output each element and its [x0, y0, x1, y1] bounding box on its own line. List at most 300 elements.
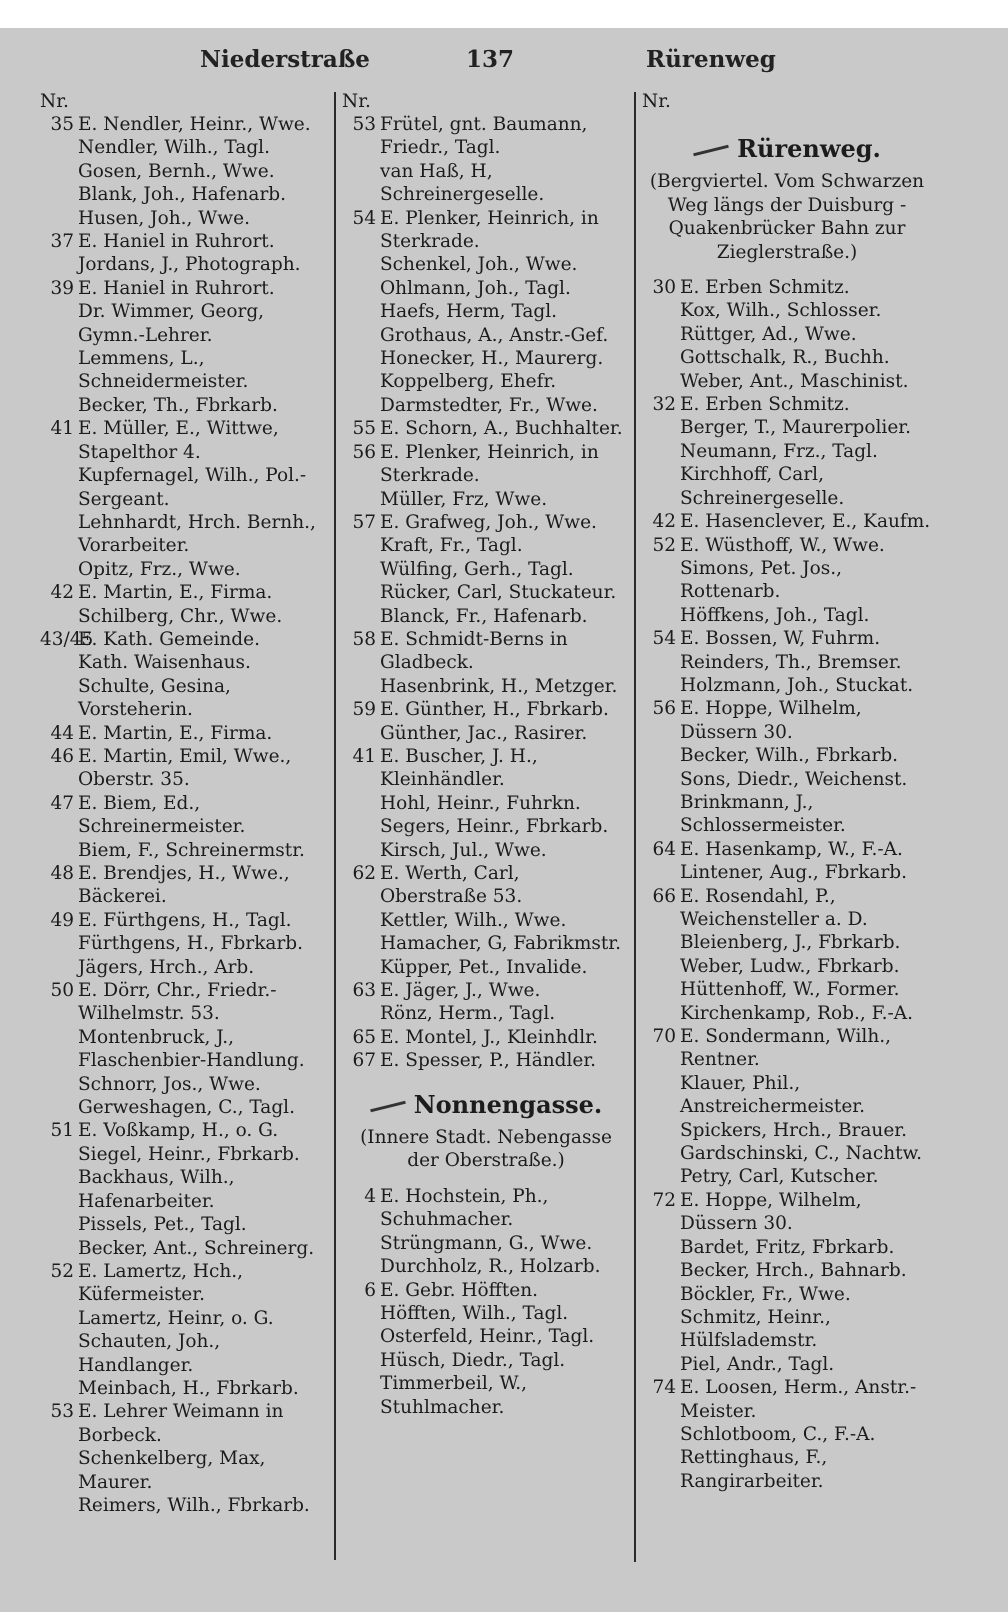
entry-text: Petry, Carl, Kutscher.	[680, 1166, 879, 1188]
entry-text: E. Spesser, P., Händler.	[380, 1050, 597, 1072]
directory-entry	[40, 1143, 326, 1166]
house-number: 32	[652, 394, 676, 416]
house-number: 72	[652, 1189, 676, 1211]
entry-text: E. Hasenclever, E., Kaufm.	[680, 511, 931, 533]
directory-entry	[40, 1307, 326, 1330]
directory-entry	[342, 534, 630, 557]
directory-entry	[40, 1447, 326, 1494]
entry-text: Lintener, Aug., Fbrkarb.	[680, 862, 908, 884]
directory-entry	[642, 838, 932, 861]
directory-entry	[342, 160, 630, 207]
directory-entry	[642, 744, 932, 767]
entry-text: Gottschalk, R., Buchh.	[680, 347, 890, 369]
directory-entry	[342, 815, 630, 838]
entry-text: Sons, Diedr., Weichenst.	[680, 768, 908, 790]
entry-text: E. Müller, E., Wittwe, Stapelthor 4.	[78, 418, 279, 463]
directory-entry	[40, 1166, 326, 1213]
entry-text: E. Haniel in Ruhrort.	[78, 277, 275, 299]
directory-entry	[342, 1279, 630, 1302]
entry-text: E. Hoppe, Wilhelm, Düssern 30.	[680, 698, 862, 743]
entry-text: Haefs, Herm, Tagl.	[380, 301, 558, 323]
entry-text: E. Montel, J., Kleinhdlr.	[380, 1026, 598, 1048]
entry-text: Höffkens, Joh., Tagl.	[680, 604, 870, 626]
entry-text: Wülfing, Gerh., Tagl.	[380, 558, 574, 580]
entry-text: Biem, F., Schreinermstr.	[78, 839, 305, 861]
entry-text: E. Sondermann, Wilh., Rentner.	[680, 1026, 891, 1071]
entry-text: Jägers, Hrch., Arb.	[78, 956, 255, 978]
entry-text: Segers, Heinr., Fbrkarb.	[380, 816, 609, 838]
directory-entry	[342, 581, 630, 604]
entry-text: Timmerbeil, W., Stuhlmacher.	[380, 1373, 528, 1418]
directory-entry	[40, 347, 326, 394]
directory-entry	[342, 722, 630, 745]
entry-text: E. Buscher, J. H., Kleinhändler.	[380, 745, 538, 791]
entry-text: van Haß, H, Schreinergeselle.	[380, 160, 545, 206]
directory-entry	[642, 557, 932, 604]
entry-text: Kath. Waisenhaus.	[78, 652, 251, 674]
entry-text: Hüsch, Diedr., Tagl.	[380, 1349, 566, 1371]
entry-text: E. Grafweg, Joh., Wwe.	[380, 511, 597, 533]
directory-entry	[40, 1377, 326, 1400]
entry-text: Meinbach, H., Fbrkarb.	[78, 1377, 299, 1399]
directory-entry	[40, 1026, 326, 1073]
house-number: 63	[352, 980, 376, 1002]
directory-entry	[40, 183, 326, 206]
directory-entry	[342, 932, 630, 955]
directory-entry	[40, 792, 326, 839]
house-number: 42	[652, 511, 676, 533]
entry-text: Fürthgens, H., Fbrkarb.	[78, 933, 304, 955]
directory-entry	[40, 979, 326, 1026]
directory-entry	[642, 1446, 932, 1493]
directory-page	[0, 28, 1008, 1612]
house-number: 56	[652, 698, 676, 720]
column-divider	[334, 92, 336, 1560]
entry-text: E. Nendler, Heinr., Wwe.	[78, 114, 311, 135]
entry-text: Müller, Frz, Wwe.	[380, 488, 548, 510]
directory-entry	[342, 370, 630, 393]
directory-entry	[342, 253, 630, 276]
directory-entry	[642, 978, 932, 1001]
entry-text: Becker, Hrch., Bahnarb.	[680, 1260, 907, 1282]
directory-entry	[642, 1306, 932, 1353]
directory-entry	[342, 324, 630, 347]
directory-entry	[40, 839, 326, 862]
directory-entry	[40, 300, 326, 347]
directory-entry	[642, 534, 932, 557]
entry-text: Ohlmann, Joh., Tagl.	[380, 277, 571, 299]
directory-entry	[342, 347, 630, 370]
directory-entry	[642, 651, 932, 674]
house-number: 53	[352, 114, 376, 135]
entry-text: Montenbruck, J., Flaschenbier-Handlung.	[78, 1026, 305, 1072]
nr-label: Nr.	[40, 91, 69, 112]
entry-text: Rönz, Herm., Tagl.	[380, 1003, 556, 1025]
directory-entry	[40, 511, 326, 558]
entry-text: E. Lamertz, Hch., Küfermeister.	[78, 1260, 244, 1306]
entry-text: Kettler, Wilh., Wwe.	[380, 909, 567, 931]
directory-entry	[40, 1073, 326, 1096]
directory-entry	[342, 300, 630, 323]
entry-text: Kox, Wilh., Schlosser.	[680, 300, 882, 322]
directory-entry	[40, 394, 326, 417]
directory-entry	[642, 604, 932, 627]
directory-entry	[342, 675, 630, 698]
house-number: 35	[50, 114, 74, 135]
street-description: (Bergviertel. Vom Schwarzen Weg längs der Duisburg - Quakenbrücker Bahn zur Zieglerstraße.)	[649, 171, 925, 263]
entry-text: Berger, T., Maurerpolier.	[680, 417, 911, 439]
house-number: 54	[352, 207, 376, 229]
directory-entry	[40, 605, 326, 628]
directory-entry	[642, 791, 932, 838]
page-header	[0, 46, 1008, 86]
directory-entry	[40, 113, 326, 136]
directory-entry	[642, 463, 932, 510]
entry-text: Hohl, Heinr., Fuhrkn.	[380, 792, 581, 814]
entry-text: E. Fürthgens, H., Tagl.	[78, 909, 292, 931]
directory-entry	[642, 393, 932, 416]
house-number: 4	[364, 1185, 376, 1207]
entry-text: Hüttenhoff, W., Former.	[680, 979, 900, 1001]
entry-list	[342, 1185, 630, 1419]
directory-entry	[40, 932, 326, 955]
directory-entry	[342, 113, 630, 160]
entry-text: Rettinghaus, F., Rangirarbeiter.	[680, 1447, 828, 1492]
directory-entry	[40, 1213, 326, 1236]
entry-text: Reinders, Th., Bremser.	[680, 651, 902, 673]
entry-text: Backhaus, Wilh., Hafenarbeiter.	[78, 1167, 235, 1212]
entry-text: E. Bossen, W, Fuhrm.	[680, 628, 881, 650]
page-number: 137	[466, 46, 515, 73]
directory-entry	[642, 861, 932, 884]
pen-mark	[370, 1100, 406, 1112]
entry-text: Lamertz, Heinr, o. G.	[78, 1307, 274, 1329]
house-number: 67	[352, 1050, 376, 1072]
entry-list	[642, 276, 932, 1493]
entry-text: E. Dörr, Chr., Friedr.-Wilhelmstr. 53.	[78, 980, 277, 1025]
directory-entry	[342, 1349, 630, 1372]
entry-text: Hasenbrink, H., Metzger.	[380, 675, 618, 697]
house-number: 74	[652, 1377, 676, 1399]
directory-entry	[40, 277, 326, 300]
directory-entry	[642, 1142, 932, 1165]
house-number: 59	[352, 699, 376, 721]
entry-text: Becker, Wilh., Fbrkarb.	[680, 745, 899, 767]
nr-label: Nr.	[342, 91, 371, 112]
house-number: 52	[652, 534, 676, 556]
house-number: 52	[50, 1260, 74, 1282]
entry-text: Gardschinski, C., Nachtw.	[680, 1143, 923, 1165]
directory-entry	[642, 1165, 932, 1188]
directory-entry	[40, 675, 326, 722]
entry-text: Holzmann, Joh., Stuckat.	[680, 674, 914, 696]
column-2	[342, 90, 630, 1419]
entry-text: Blanck, Fr., Hafenarb.	[380, 605, 588, 627]
directory-entry	[40, 1260, 326, 1307]
house-number: 47	[50, 792, 74, 814]
directory-entry	[342, 1325, 630, 1348]
directory-entry	[342, 745, 630, 792]
entry-text: E. Lehrer Weimann in Borbeck.	[78, 1401, 284, 1446]
entry-text: E. Biem, Ed., Schreinermeister.	[78, 792, 246, 838]
directory-entry	[642, 440, 932, 463]
directory-entry	[342, 1002, 630, 1025]
entry-text: Durchholz, R., Holzarb.	[380, 1256, 601, 1278]
directory-entry	[642, 1119, 932, 1142]
directory-entry	[40, 230, 326, 253]
directory-entry	[40, 1119, 326, 1142]
entry-text: Simons, Pet. Jos., Rottenarb.	[680, 557, 843, 603]
entry-text: Hamacher, G, Fabrikmstr.	[380, 933, 621, 955]
house-number: 39	[50, 277, 74, 299]
entry-text: Schulte, Gesina, Vorsteherin.	[78, 675, 231, 721]
directory-entry	[342, 511, 630, 534]
directory-entry	[40, 581, 326, 604]
directory-entry	[40, 1400, 326, 1447]
header-right-street: Rürenweg	[646, 46, 776, 73]
house-number: 62	[352, 863, 376, 884]
house-number: 48	[50, 863, 74, 884]
entry-text: E. Brendjes, H., Wwe., Bäckerei.	[78, 863, 290, 908]
entry-text: E. Erben Schmitz.	[680, 394, 850, 416]
entry-text: Kirsch, Jul., Wwe.	[380, 839, 547, 861]
entry-text: Grothaus, A., Anstr.-Gef.	[380, 324, 609, 346]
directory-entry	[342, 277, 630, 300]
entry-text: Weber, Ant., Maschinist.	[680, 370, 909, 392]
directory-entry	[342, 698, 630, 721]
entry-list	[342, 113, 630, 1073]
entry-text: Honecker, H., Maurerg.	[380, 348, 604, 370]
directory-entry	[40, 136, 326, 159]
entry-text: Günther, Jac., Rasirer.	[380, 722, 588, 744]
street-title: Rürenweg.	[737, 134, 881, 163]
directory-entry	[40, 253, 326, 276]
house-number: 44	[50, 722, 74, 744]
directory-entry	[342, 839, 630, 862]
directory-entry	[642, 1072, 932, 1119]
entry-text: E. Martin, E., Firma.	[78, 722, 273, 744]
directory-entry	[342, 394, 630, 417]
directory-entry	[642, 627, 932, 650]
house-number: 53	[50, 1401, 74, 1423]
entry-text: Kupfernagel, Wilh., Pol.-Sergeant.	[78, 465, 307, 510]
entry-text: E. Werth, Carl, Oberstraße 53.	[380, 863, 523, 908]
entry-text: Husen, Joh., Wwe.	[78, 207, 250, 229]
house-number: 70	[652, 1026, 676, 1048]
entry-text: Schlotboom, C., F.-A.	[680, 1423, 876, 1445]
entry-text: Becker, Th., Fbrkarb.	[78, 394, 278, 416]
directory-entry	[342, 956, 630, 979]
street-heading	[342, 1089, 630, 1119]
house-number: 57	[352, 511, 376, 533]
house-number: 41	[50, 418, 74, 440]
directory-entry	[40, 745, 326, 792]
entry-text: E. Wüsthoff, W., Wwe.	[680, 534, 885, 556]
directory-entry	[40, 909, 326, 932]
entry-text: Schilberg, Chr., Wwe.	[78, 605, 283, 627]
entry-text: Osterfeld, Heinr., Tagl.	[380, 1326, 595, 1348]
entry-text: Kirchhoff, Carl, Schreinergeselle.	[680, 464, 845, 509]
directory-entry	[342, 1026, 630, 1049]
entry-text: Weber, Ludw., Fbrkarb.	[680, 955, 900, 977]
entry-text: Klauer, Phil., Anstreichermeister.	[680, 1072, 865, 1118]
entry-text: Lemmens, L., Schneidermeister.	[78, 348, 249, 393]
house-number: 50	[50, 980, 74, 1002]
house-number: 43/45	[40, 628, 94, 650]
entry-text: E. Plenker, Heinrich, in Sterkrade.	[380, 441, 599, 487]
directory-entry	[40, 1494, 326, 1517]
entry-text: E. Schmidt-Berns in Gladbeck.	[380, 628, 568, 674]
directory-entry	[40, 558, 326, 581]
directory-entry	[642, 1025, 932, 1072]
directory-entry	[342, 1185, 630, 1232]
directory-entry	[40, 464, 326, 511]
directory-entry	[40, 651, 326, 674]
entry-text: E. Hoppe, Wilhelm, Düssern 30.	[680, 1189, 862, 1235]
directory-entry	[642, 1236, 932, 1259]
directory-entry	[342, 605, 630, 628]
directory-entry	[342, 558, 630, 581]
entry-text: E. Rosendahl, P., Weichensteller a. D.	[680, 885, 868, 930]
entry-text: Schenkel, Joh., Wwe.	[380, 254, 578, 276]
directory-entry	[342, 862, 630, 909]
entry-text: E. Gebr. Höfften.	[380, 1279, 538, 1301]
entry-text: E. Hasenkamp, W., F.-A.	[680, 838, 903, 860]
entry-text: Spickers, Hrch., Brauer.	[680, 1119, 907, 1141]
directory-entry	[642, 1259, 932, 1282]
entry-text: E. Haniel in Ruhrort.	[78, 231, 275, 253]
entry-text: Blank, Joh., Hafenarb.	[78, 184, 287, 206]
house-number: 55	[352, 418, 376, 440]
entry-text: E. Martin, Emil, Wwe., Oberstr. 35.	[78, 745, 292, 791]
directory-entry	[40, 160, 326, 183]
street-title: Nonnengasse.	[413, 1089, 603, 1119]
entry-list	[40, 113, 326, 1517]
entry-text: E. Hochstein, Ph., Schuhmacher.	[380, 1185, 549, 1231]
directory-entry	[642, 931, 932, 954]
directory-entry	[642, 1189, 932, 1236]
entry-text: Schmitz, Heinr., Hülfslademstr.	[680, 1306, 831, 1352]
directory-entry	[342, 792, 630, 815]
directory-entry	[342, 1372, 630, 1419]
entry-text: Opitz, Frz., Wwe.	[78, 558, 241, 580]
directory-entry	[642, 299, 932, 322]
directory-entry	[40, 1330, 326, 1377]
directory-entry	[342, 1255, 630, 1278]
directory-entry	[342, 628, 630, 675]
column-3	[642, 90, 932, 1493]
entry-text: E. Günther, H., Fbrkarb.	[380, 699, 609, 721]
street-heading	[642, 134, 932, 163]
house-number: 37	[50, 231, 74, 253]
entry-text: Koppelberg, Ehefr.	[380, 371, 557, 393]
directory-entry	[342, 1302, 630, 1325]
directory-entry	[642, 1353, 932, 1376]
house-number: 51	[50, 1120, 74, 1142]
house-number: 46	[50, 745, 74, 767]
nr-label: Nr.	[642, 91, 671, 112]
house-number: 41	[352, 745, 376, 767]
directory-entry	[642, 885, 932, 932]
entry-text: Rüttger, Ad., Wwe.	[680, 323, 857, 345]
entry-text: Pissels, Pet., Tagl.	[78, 1214, 247, 1236]
house-number: 42	[50, 582, 74, 604]
entry-text: E. Voßkamp, H., o. G.	[78, 1120, 279, 1142]
column-1	[40, 90, 326, 1517]
directory-entry	[642, 1423, 932, 1446]
entry-text: E. Martin, E., Firma.	[78, 582, 273, 604]
directory-entry	[342, 1232, 630, 1255]
entry-text: Bleienberg, J., Fbrkarb.	[680, 932, 901, 954]
entry-text: Becker, Ant., Schreinerg.	[78, 1237, 315, 1259]
entry-text: Brinkmann, J., Schlossermeister.	[680, 791, 846, 837]
house-number: 64	[652, 838, 676, 860]
pen-mark	[693, 145, 729, 157]
house-number: 65	[352, 1026, 376, 1048]
directory-entry	[642, 697, 932, 744]
directory-entry	[642, 276, 932, 299]
entry-text: Jordans, J., Photograph.	[78, 254, 301, 276]
entry-text: Siegel, Heinr., Fbrkarb.	[78, 1143, 300, 1165]
directory-entry	[342, 979, 630, 1002]
entry-text: Kraft, Fr., Tagl.	[380, 535, 523, 557]
entry-text: E. Jäger, J., Wwe.	[380, 980, 541, 1002]
directory-entry	[642, 416, 932, 439]
entry-text: Bardet, Fritz, Fbrkarb.	[680, 1236, 895, 1258]
entry-text: Darmstedter, Fr., Wwe.	[380, 394, 598, 416]
entry-text: Kirchenkamp, Rob., F.-A.	[680, 1002, 913, 1024]
house-number: 54	[652, 628, 676, 650]
entry-text: Dr. Wimmer, Georg, Gymn.-Lehrer.	[78, 301, 265, 346]
directory-entry	[342, 1049, 630, 1072]
directory-entry	[40, 862, 326, 909]
house-number: 6	[364, 1279, 376, 1301]
entry-text: Schnorr, Jos., Wwe.	[78, 1073, 261, 1095]
directory-entry	[642, 510, 932, 533]
directory-entry	[40, 1237, 326, 1260]
column-divider	[634, 92, 636, 1562]
directory-entry	[342, 488, 630, 511]
entry-text: Höfften, Wilh., Tagl.	[380, 1302, 569, 1324]
street-description: (Innere Stadt. Nebengasse der Oberstraße.)	[360, 1127, 612, 1172]
directory-entry	[642, 1002, 932, 1025]
directory-entry	[642, 346, 932, 369]
directory-entry	[40, 956, 326, 979]
entry-text: Küpper, Pet., Invalide.	[380, 956, 588, 978]
directory-entry	[342, 417, 630, 440]
entry-text: Böckler, Fr., Wwe.	[680, 1283, 851, 1305]
directory-entry	[40, 628, 326, 651]
entry-text: E. Loosen, Herm., Anstr.-Meister.	[680, 1377, 917, 1422]
directory-entry	[642, 674, 932, 697]
entry-text: Gosen, Bernh., Wwe.	[78, 160, 275, 182]
directory-entry	[642, 955, 932, 978]
entry-text: Strüngmann, G., Wwe.	[380, 1232, 593, 1254]
entry-text: Neumann, Frz., Tagl.	[680, 440, 878, 462]
directory-entry	[642, 370, 932, 393]
house-number: 58	[352, 628, 376, 650]
directory-entry	[642, 1283, 932, 1306]
directory-entry	[642, 1376, 932, 1423]
entry-text: E. Kath. Gemeinde.	[78, 628, 260, 650]
directory-entry	[342, 909, 630, 932]
entry-text: E. Plenker, Heinrich, in Sterkrade.	[380, 207, 599, 253]
entry-text: Schenkelberg, Max, Maurer.	[78, 1448, 266, 1493]
entry-text: Reimers, Wilh., Fbrkarb.	[78, 1494, 310, 1516]
entry-text: E. Schorn, A., Buchhalter.	[380, 418, 623, 440]
entry-text: Gerweshagen, C., Tagl.	[78, 1097, 295, 1119]
house-number: 49	[50, 909, 74, 931]
